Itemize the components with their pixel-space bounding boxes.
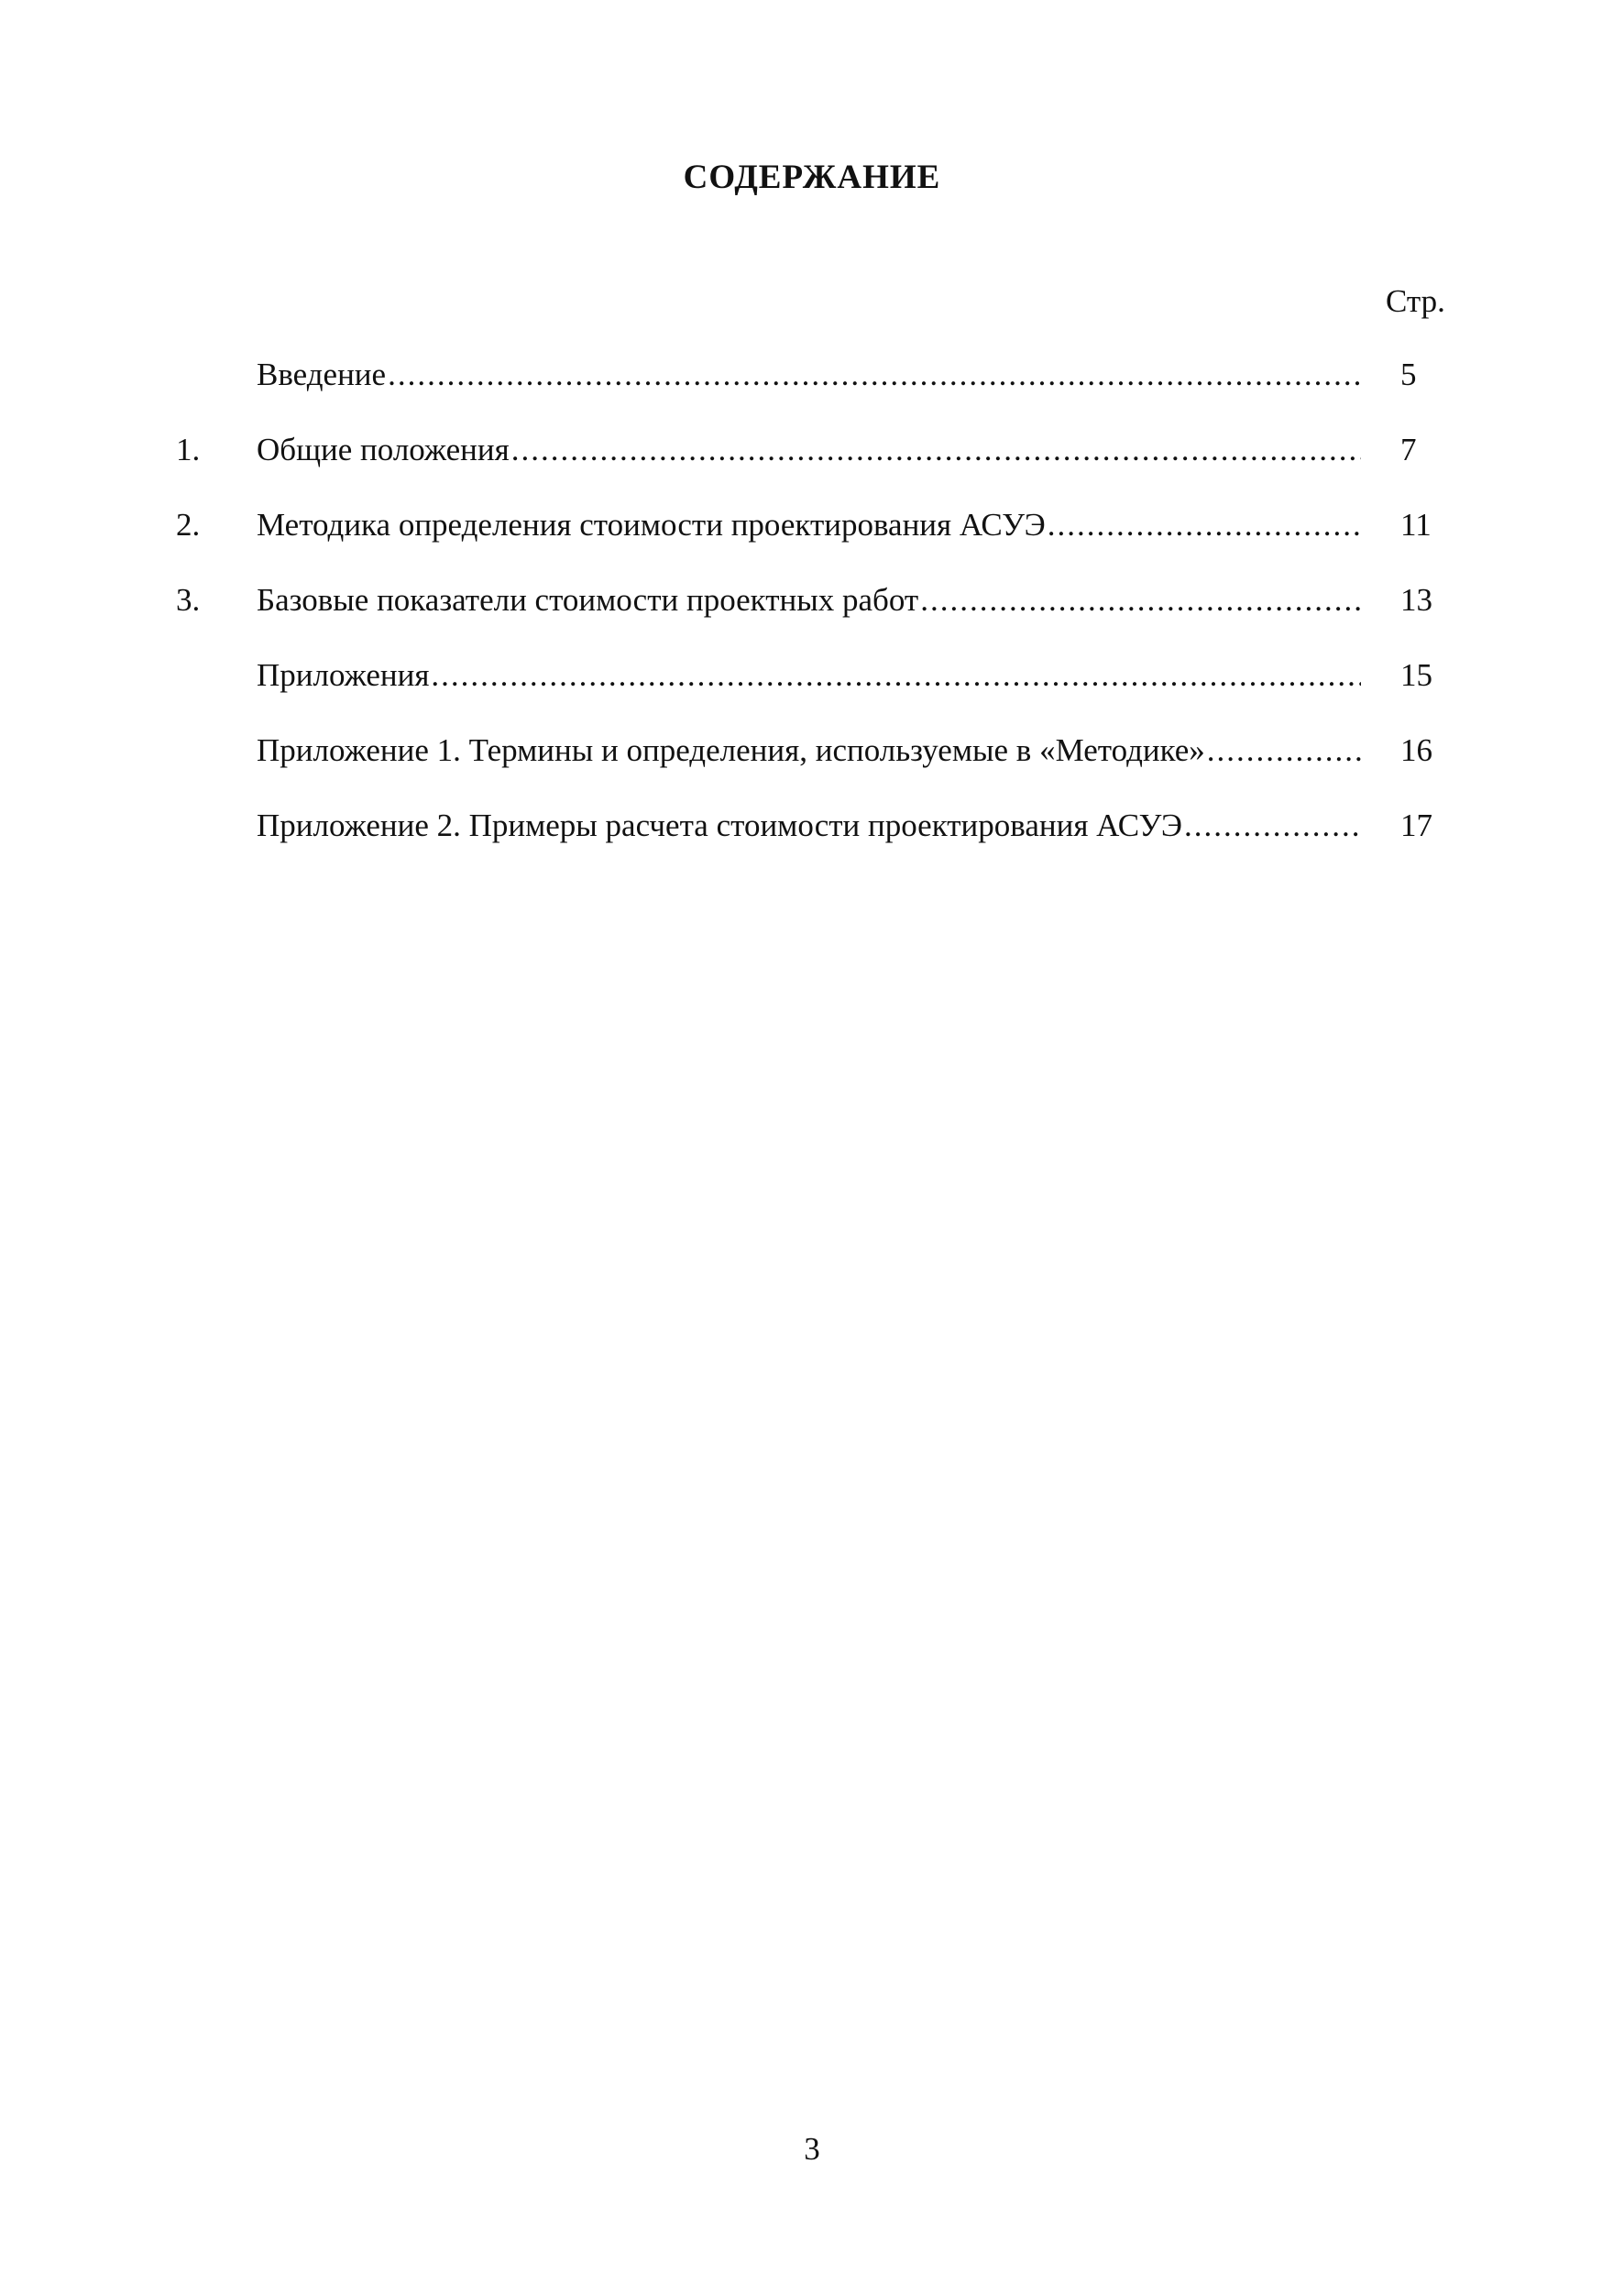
toc-row-appendix-2 [0,803,1624,849]
toc-row-number: 3. [176,582,201,618]
toc-row-methodology [0,502,1624,548]
toc-row-appendices [0,653,1624,698]
page-column-header: Стр. [1386,283,1445,319]
dot-leader [1205,728,1361,774]
dot-leader [1182,803,1361,849]
toc-row-page: 11 [1400,507,1432,543]
toc-row-title: Методика определения стоимости проектирования АСУЭ [257,507,1046,543]
toc-row-title: Общие положения [257,432,510,467]
toc-row-base-indicators [0,577,1624,623]
page-number: 3 [804,2131,820,2167]
toc-row-page: 5 [1400,357,1417,392]
toc-row-page: 13 [1400,582,1432,618]
toc-row-title: Приложение 1. Термины и определения, используемые в «Методике» [257,732,1205,768]
toc-title: СОДЕРЖАНИЕ [683,159,941,196]
toc-row-page: 16 [1400,732,1432,768]
toc-row-title: Базовые показатели стоимости проектных работ [257,582,919,618]
dot-leader [386,352,1361,398]
dot-leader [918,577,1361,623]
toc-row-page: 7 [1400,432,1417,467]
toc-row-intro [0,352,1624,398]
toc-row-general [0,427,1624,473]
toc-row-title: Введение [257,357,387,392]
dot-leader [429,653,1361,698]
toc-row-appendix-1 [0,728,1624,774]
dot-leader [510,427,1361,473]
toc-row-title: Приложения [257,657,430,693]
toc-row-page: 15 [1400,657,1432,693]
toc-row-title: Приложение 2. Примеры расчета стоимости проектирования АСУЭ [257,807,1183,843]
dot-leader [1046,502,1361,548]
toc-row-number: 2. [176,507,201,543]
toc-row-page: 17 [1400,807,1432,843]
toc-row-number: 1. [176,432,201,467]
